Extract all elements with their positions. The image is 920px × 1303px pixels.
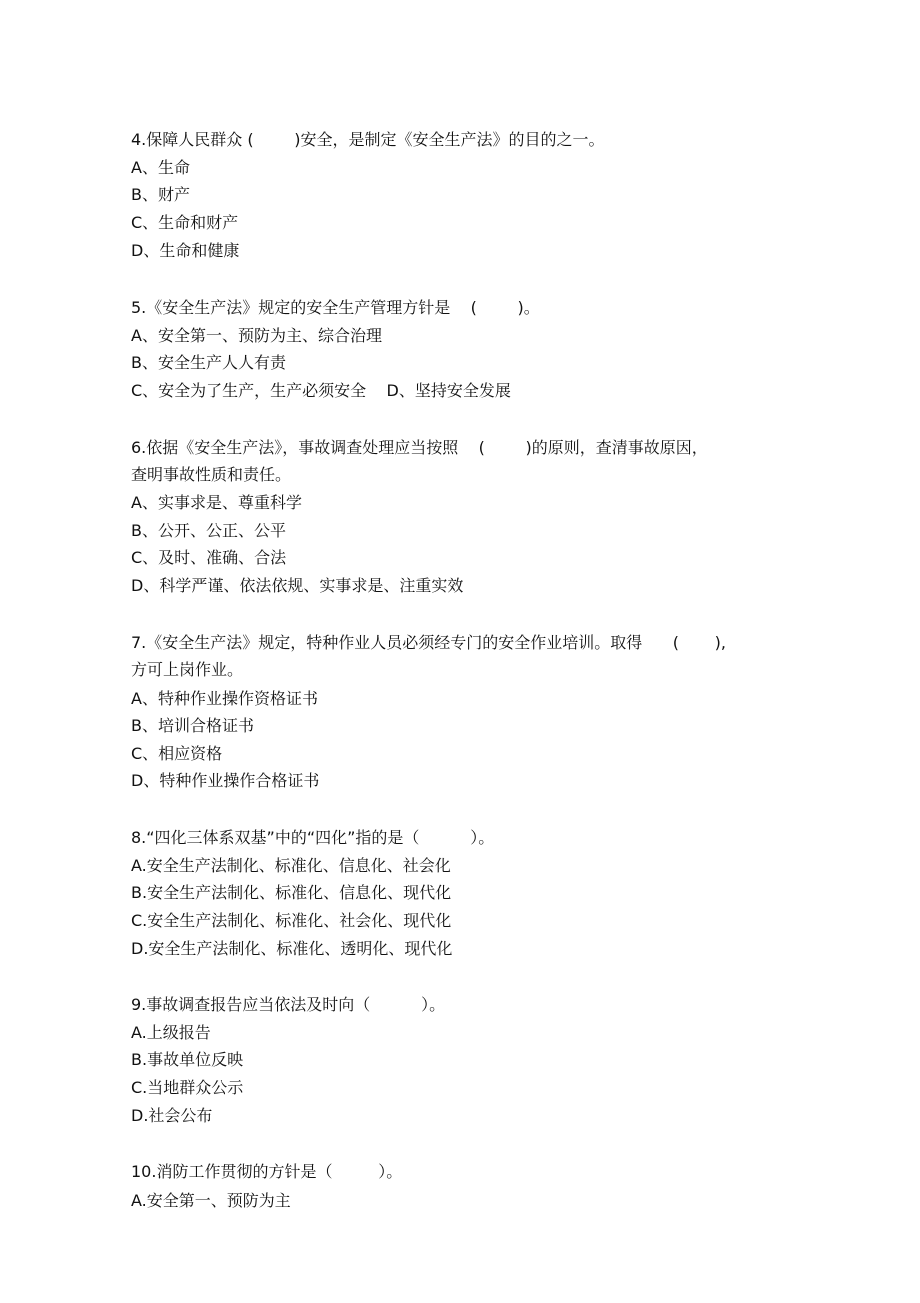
question-9-option-c: C.当地群众公示 <box>131 1078 244 1097</box>
question-8-option-b: B.安全生产法制化、标准化、信息化、现代化 <box>131 883 452 902</box>
question-7-stem-line-1: 7.《安全生产法》规定，特种作业人员必须经专门的安全作业培训。取得 ( ), <box>131 633 726 652</box>
question-4-option-d: D、生命和健康 <box>131 241 240 260</box>
question-9-option-d: D.社会公布 <box>131 1106 213 1125</box>
question-7-option-d: D、特种作业操作合格证书 <box>131 771 320 790</box>
question-7-stem-line-2: 方可上岗作业。 <box>131 660 244 679</box>
question-6-option-d: D、科学严谨、依法依规、实事求是、注重实效 <box>131 576 464 595</box>
question-8-option-a: A.安全生产法制化、标准化、信息化、社会化 <box>131 856 451 875</box>
question-4-option-a: A、生命 <box>131 158 190 177</box>
question-7-option-c: C、相应资格 <box>131 744 223 763</box>
question-6-option-b: B、公开、公正、公平 <box>131 521 286 540</box>
question-5-option-c-d: C、安全为了生产，生产必须安全 D、坚持安全发展 <box>131 381 511 400</box>
question-6-option-c: C、及时、准确、合法 <box>131 548 287 567</box>
question-5-option-a: A、安全第一、预防为主、综合治理 <box>131 326 382 345</box>
question-8-option-c: C.安全生产法制化、标准化、社会化、现代化 <box>131 911 452 930</box>
question-6-stem-line-2: 查明事故性质和责任。 <box>131 465 292 484</box>
question-10-stem: 10.消防工作贯彻的方针是（ ）。 <box>131 1162 403 1181</box>
question-9-option-b: B.事故单位反映 <box>131 1050 244 1069</box>
question-4-option-c: C、生命和财产 <box>131 213 239 232</box>
question-7-option-b: B、培训合格证书 <box>131 716 254 735</box>
question-9-stem: 9.事故调查报告应当依法及时向（ ）。 <box>131 995 446 1014</box>
question-8-stem: 8.“四化三体系双基”中的“四化”指的是（ ）。 <box>131 828 495 847</box>
question-4-option-b: B、财产 <box>131 185 190 204</box>
question-6-stem-line-1: 6.依据《安全生产法》，事故调查处理应当按照 ( )的原则，查清事故原因， <box>131 438 708 457</box>
question-7-option-a: A、特种作业操作资格证书 <box>131 689 318 708</box>
question-8-option-d: D.安全生产法制化、标准化、透明化、现代化 <box>131 939 453 958</box>
question-10-option-a: A.安全第一、预防为主 <box>131 1191 291 1210</box>
question-9-option-a: A.上级报告 <box>131 1023 211 1042</box>
question-5-stem: 5.《安全生产法》规定的安全生产管理方针是 ( )。 <box>131 298 540 317</box>
question-5-option-b: B、安全生产人人有责 <box>131 353 286 372</box>
question-4-stem: 4.保障人民群众 ( )安全，是制定《安全生产法》的目的之一。 <box>131 130 605 149</box>
question-6-option-a: A、实事求是、尊重科学 <box>131 493 302 512</box>
